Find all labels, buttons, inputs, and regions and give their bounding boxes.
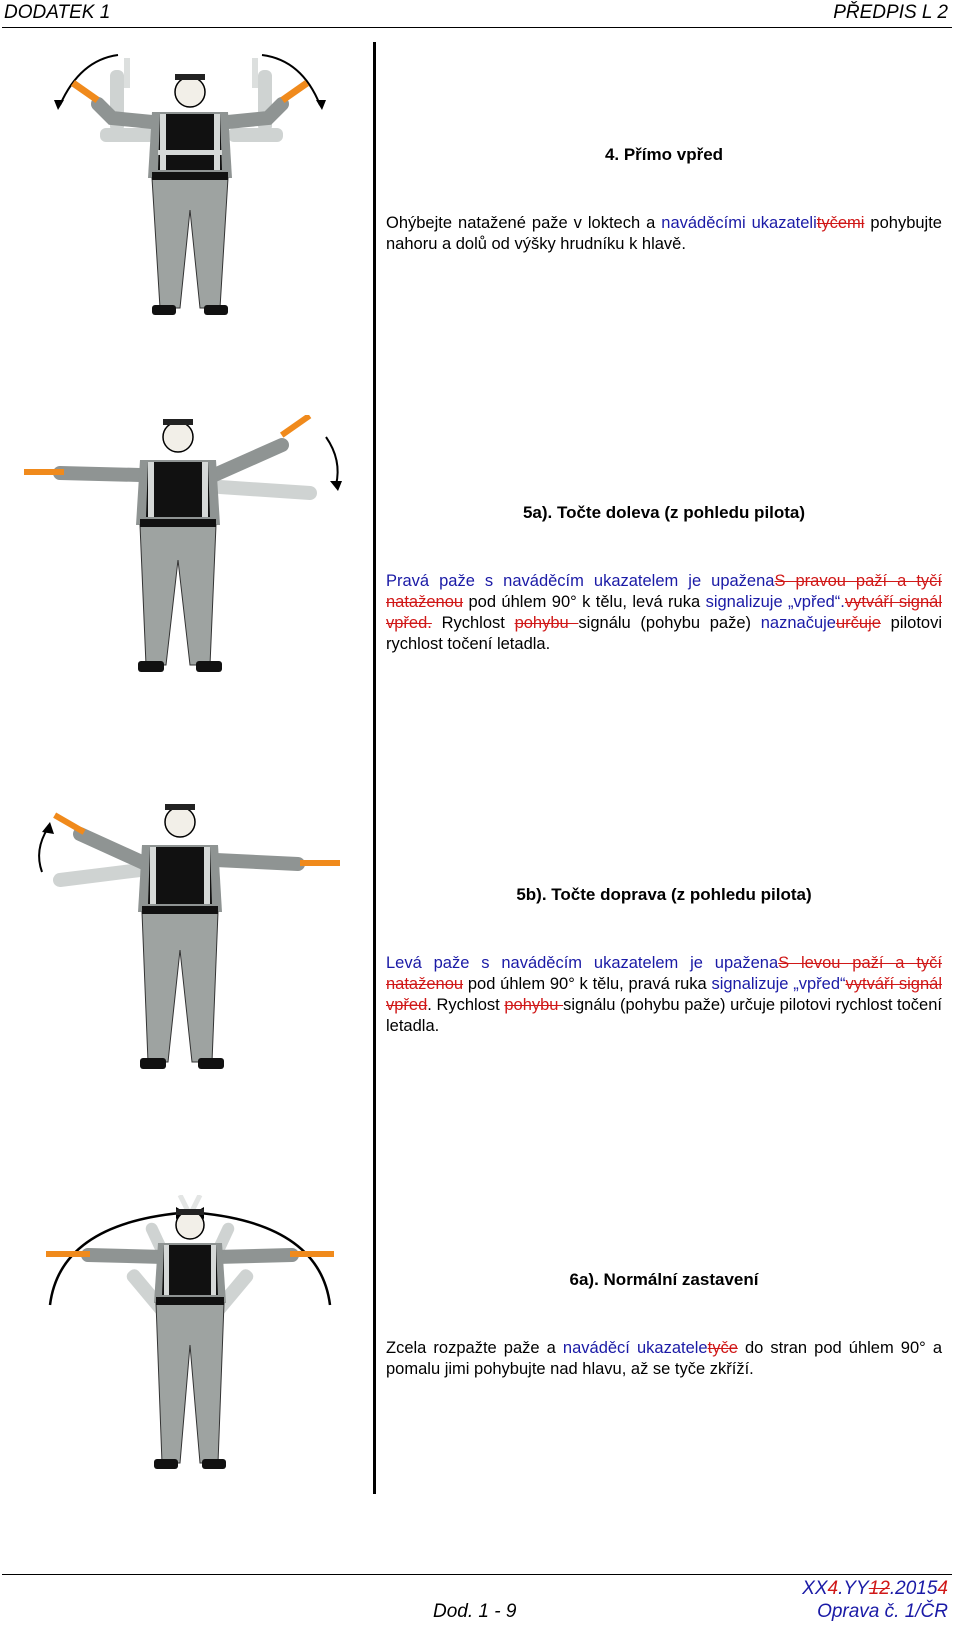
text-run: S pravou paží a tyčí nataženou <box>386 572 942 611</box>
section-text-normal-stop <box>386 1338 942 1380</box>
text-run: tyče <box>707 1339 738 1357</box>
text-run: vytváří signál vpřed <box>386 975 942 1014</box>
text-run: naznačuje <box>760 614 836 632</box>
section-text-turn-left <box>386 571 942 655</box>
version-run: XX <box>802 1578 828 1599</box>
section-title-normal-stop: 6a). Normální zastavení <box>569 1270 759 1289</box>
marshaller-figure-turn-left <box>20 415 350 690</box>
text-run: pilotovi rychlost točení letadla. <box>386 614 943 653</box>
section-title-turn-right: 5b). Točte doprava (z pohledu pilota) <box>516 885 812 904</box>
section-text-turn-right <box>386 953 942 1037</box>
text-run: pod úhlem 90° k tělu, levá ruka <box>463 593 706 611</box>
text-run: určuje <box>835 614 881 632</box>
text-run: signalizuje „vpřed“. <box>705 593 845 611</box>
section-text-straight-ahead <box>386 213 942 255</box>
text-run: pohybujte nahoru a dolů od výšky hrudníku k hlavě. <box>386 214 942 253</box>
version-run: 4 <box>937 1578 948 1599</box>
text-run: pod úhlem 90° k tělu, pravá ruka <box>463 975 712 993</box>
text-run: naváděcími ukazateli <box>661 214 817 232</box>
marshaller-figure-normal-stop <box>40 1195 350 1495</box>
text-run: signálu (pohybu paže) určuje pilotovi rychlost točení letadla. <box>386 996 942 1035</box>
text-run: vytváří signál vpřed. <box>386 593 942 632</box>
text-run: pohybu <box>514 614 579 632</box>
page-header <box>0 0 960 30</box>
header-right: PŘEDPIS L 2 <box>833 2 948 23</box>
text-run: Pravá paže s naváděcím ukazatelem je upažena <box>386 572 775 590</box>
marshaller-figure-turn-right <box>20 800 350 1090</box>
text-run: Rychlost <box>431 614 515 632</box>
text-run: Zcela rozpažte paže a <box>386 1339 563 1357</box>
text-run: S levou paží a tyčí nataženou <box>386 954 942 993</box>
text-run: pohybu <box>504 996 564 1014</box>
header-left: DODATEK 1 <box>4 2 111 23</box>
version-date <box>802 1578 948 1600</box>
text-run: signálu (pohybu paže) <box>578 614 761 632</box>
text-run: naváděcí ukazatele <box>562 1339 708 1357</box>
version-run: 12 <box>868 1578 890 1599</box>
text-run: signalizuje „vpřed“ <box>711 975 846 993</box>
text-run: . Rychlost <box>427 996 505 1014</box>
text-run: Ohýbejte natažené paže v loktech a <box>386 214 662 232</box>
version-run: 4 <box>827 1578 839 1599</box>
text-run: tyčemi <box>816 214 865 232</box>
column-divider <box>373 42 376 1494</box>
text-run: Levá paže s naváděcím ukazatelem je upažena <box>386 954 779 972</box>
version-run: .2015 <box>889 1578 938 1599</box>
section-title-straight-ahead: 4. Přímo vpřed <box>604 145 724 164</box>
header-rule <box>2 27 952 28</box>
text-run: do stran pod úhlem 90° a pomalu jimi pohybujte nad hlavu, až se tyče zkříží. <box>386 1339 942 1378</box>
amendment-label: Oprava č. 1/ČR <box>817 1601 948 1622</box>
page-number: Dod. 1 - 9 <box>433 1601 517 1622</box>
version-run: .YY <box>838 1578 869 1599</box>
section-title-turn-left: 5a). Točte doleva (z pohledu pilota) <box>522 503 806 522</box>
footer-rule <box>2 1574 952 1575</box>
marshaller-figure-straight-ahead <box>40 50 340 325</box>
